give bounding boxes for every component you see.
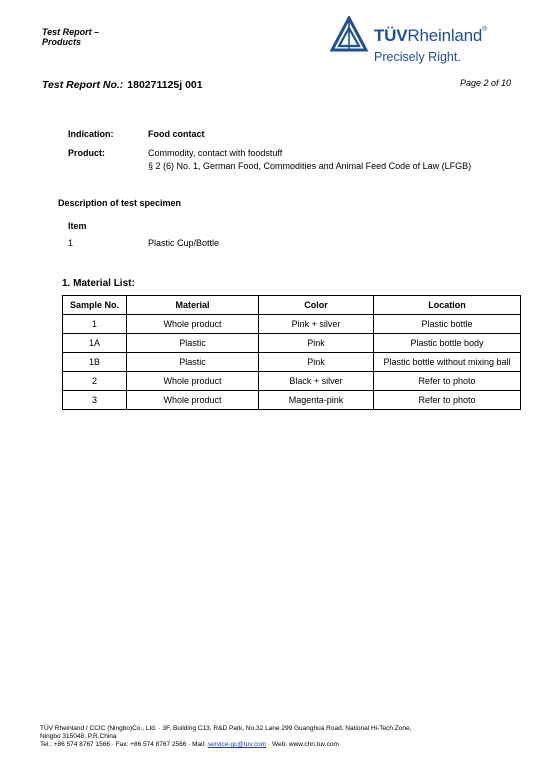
product-value-1: Commodity, contact with foodstuff [148, 148, 283, 158]
page-footer [40, 725, 411, 749]
footer-contact-line [40, 741, 411, 749]
cell-color: Black + silver [259, 372, 374, 391]
report-type-line2: Products [42, 37, 82, 47]
header-location: Location [374, 296, 521, 315]
report-number-label: Test Report No.: [42, 79, 124, 91]
indication-value: Food contact [148, 129, 205, 139]
cell-material: Plastic [127, 334, 259, 353]
table-row [63, 391, 521, 410]
table-row [63, 315, 521, 334]
specimen-title: Description of test specimen [58, 198, 182, 208]
footer-web: · Web: www.chn.tuv.com [266, 741, 339, 748]
logo-brand: TÜVRheinland® [374, 26, 488, 45]
cell-sample-no: 2 [63, 372, 127, 391]
indication-label: Indication: [68, 129, 114, 139]
cell-location: Plastic bottle body [374, 334, 521, 353]
item-value: Plastic Cup/Bottle [148, 238, 220, 248]
header-sample-no: Sample No. [63, 296, 127, 315]
footer-address-line2: Ningbo 315048, P.R.China [40, 733, 117, 740]
table-row [63, 334, 521, 353]
report-number-value: 180271125j 001 [127, 79, 203, 91]
cell-sample-no: 3 [63, 391, 127, 410]
footer-tel-fax: Tel.: +86 574 8767 1566 · Fax: +86 574 8767 2566 · Mail: [40, 741, 208, 748]
table-header-row [63, 296, 521, 315]
tuv-triangle-icon [330, 16, 368, 52]
footer-address-line1: TÜV Rheinland / CCIC (Ningbo)Co., Ltd. · 3F, Building C13, R&D Park, No.32 Lane 299 Guanghua Road, National Hi-Tech Zone, [40, 725, 412, 732]
cell-color: Pink [259, 334, 374, 353]
cell-location: Refer to photo [374, 391, 521, 410]
tuv-logo [330, 16, 520, 66]
cell-material: Whole product [127, 315, 259, 334]
report-type-heading [42, 27, 99, 47]
product-value-2: § 2 (6) No. 1, German Food, Commodities and Animal Feed Code of Law (LFGB) [148, 161, 472, 171]
cell-color: Magenta-pink [259, 391, 374, 410]
header-color: Color [259, 296, 374, 315]
cell-sample-no: 1B [63, 353, 127, 372]
logo-tagline: Precisely Right. [374, 50, 461, 64]
cell-color: Pink [259, 353, 374, 372]
report-number [42, 79, 203, 91]
page-number: Page 2 of 10 [459, 78, 511, 88]
table-row [63, 372, 521, 391]
cell-sample-no: 1 [63, 315, 127, 334]
footer-mail-link[interactable]: service-gc@tuv.com [207, 741, 267, 748]
cell-material: Whole product [127, 391, 259, 410]
cell-location: Plastic bottle [374, 315, 521, 334]
material-list-title: 1. Material List: [62, 278, 135, 289]
cell-location: Refer to photo [374, 372, 521, 391]
header-material: Material [127, 296, 259, 315]
cell-sample-no: 1A [63, 334, 127, 353]
item-header: Item [68, 221, 87, 231]
cell-location: Plastic bottle without mixing ball [374, 353, 521, 372]
report-type-line1: Test Report – [42, 27, 100, 37]
product-label: Product: [68, 148, 105, 158]
table-row [63, 353, 521, 372]
cell-material: Plastic [127, 353, 259, 372]
cell-color: Pink + silver [259, 315, 374, 334]
item-number: 1 [68, 238, 74, 248]
material-table [62, 295, 521, 410]
cell-material: Whole product [127, 372, 259, 391]
